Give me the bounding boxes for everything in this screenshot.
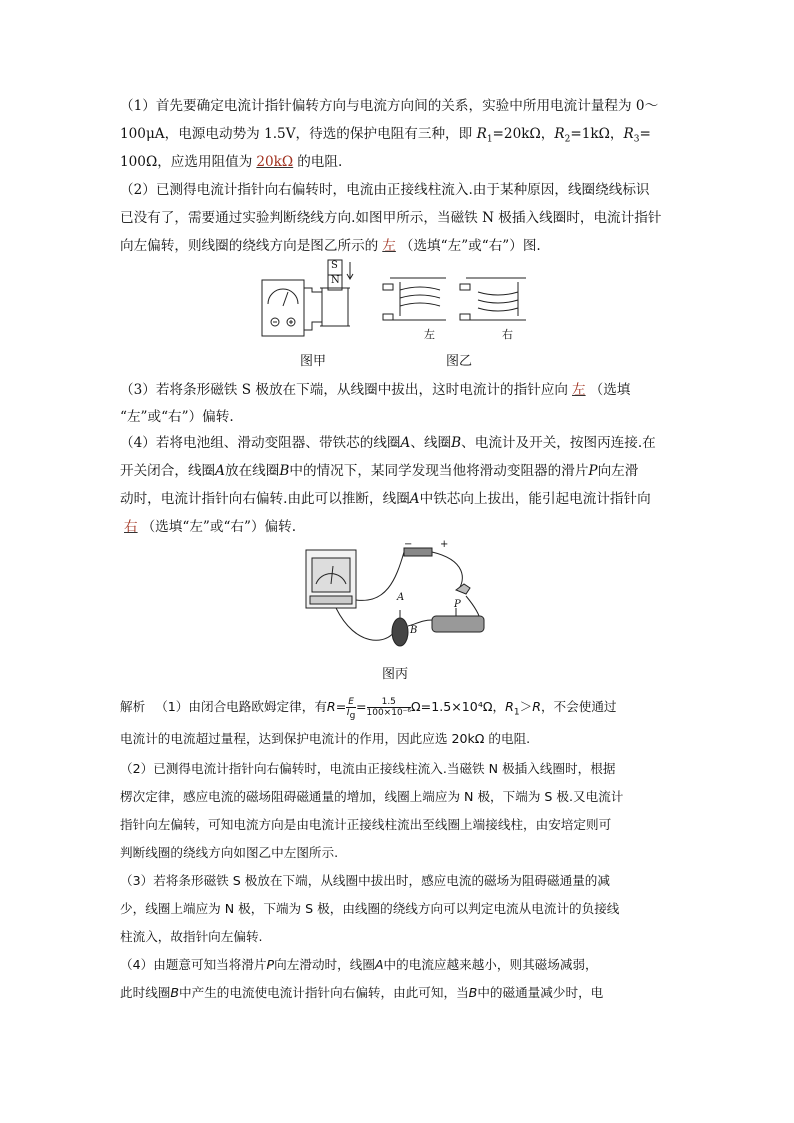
sol-line3: （2）已测得电流计指针向右偏转时，电流由正接线柱流入.当磁铁 N 极插入线圈时，根据 <box>120 761 616 776</box>
sol-line5: 指针向左偏转，可知电流方向是由电流计正接线柱流出至线圈上端接线柱，由安培定则可 <box>120 817 612 832</box>
q4-line1: （4）若将电池组、滑动变阻器、带铁芯的线圈A、线圈B、电流计及开关，按图丙连接.在 <box>120 435 656 451</box>
caption-bing: 图丙 <box>382 667 409 682</box>
battery-plus: + <box>440 539 449 550</box>
q3-line2: “左”或“右”）偏转. <box>120 409 234 425</box>
sol-line8: 少，线圈上端应为 N 极，下端为 S 极，由线圈的绕线方向可以判定电流从电流计的负接线 <box>120 901 620 916</box>
sol-line6: 判断线圈的绕线方向如图乙中左图所示. <box>120 845 339 860</box>
sol-line11: 此时线圈B中产生的电流使电流计指针向右偏转，由此可知，当B中的磁通量减少时，电 <box>120 985 604 1000</box>
q3-line1: （3）若将条形磁铁 S 极放在下端，从线圈中拔出，这时电流计的指针应向 左 （选填 <box>120 382 631 398</box>
rheostat <box>432 616 484 632</box>
galvanometer-needle <box>283 292 288 306</box>
switch <box>456 584 470 594</box>
q2-line1: （2）已测得电流计指针向右偏转时，电流由正接线柱流入.由于某种原因，线圈绕线标识 <box>120 182 650 198</box>
sol-line9: 柱流入，故指针向左偏转. <box>120 929 263 944</box>
q4-line2: 开关闭合，线圈A放在线圈B中的情况下，某同学发现当他将滑动变阻器的滑片P向左滑 <box>120 463 639 479</box>
sol-line10: （4）由题意可知当将滑片P向左滑动时，线圈A中的电流应越来越小，则其磁场减弱， <box>120 957 598 972</box>
label-p: P <box>454 599 461 610</box>
caption-jia: 图甲 <box>300 354 327 369</box>
q1-line1: （1）首先要确定电流计指针偏转方向与电流方向间的关系，实验中所用电流计量程为 0～ <box>120 98 659 114</box>
figure-bing <box>296 540 496 658</box>
magnet-s-label: S <box>331 260 338 271</box>
q4-line3: 动时，电流计指针向右偏转.由此可以推断，线圈A中铁芯向上拔出，能引起电流计指针向 <box>120 491 651 507</box>
magnet-n-label: N <box>331 275 340 286</box>
label-a: A <box>397 592 405 603</box>
q2-line3: 向左偏转，则线圈的绕线方向是图乙所示的 左 （选填“左”或“右”）图. <box>120 238 541 254</box>
coil-b <box>392 618 408 646</box>
q4-line4: 右 （选填“左”或“右”）偏转. <box>120 513 676 541</box>
sol-line7: （3）若将条形磁铁 S 极放在下端，从线圈中拔出时，感应电流的磁场为阻碍磁通量的减 <box>120 873 610 888</box>
fig-yi-left-label: 左 <box>424 328 435 341</box>
galvanometer-box <box>262 280 304 336</box>
fig-yi-right-label: 右 <box>502 328 513 341</box>
q1-line3: 100Ω，应选用阻值为 20kΩ 的电阻. <box>120 154 343 170</box>
q3-answer: 左 <box>572 382 586 398</box>
q1-answer: 20kΩ <box>256 154 294 170</box>
label-b: B <box>410 625 418 636</box>
caption-yi: 图乙 <box>446 354 473 369</box>
galvanometer-scale <box>268 289 298 304</box>
q1-line2: 100μA，电源电动势为 1.5V，待选的保护电阻有三种，即 $R_1=20k\Omega$，$R_2=1k\Omega$，$R_3=$ <box>120 126 651 145</box>
q4-answer: 右 <box>124 519 138 535</box>
sol-line2: 电流计的电流超过量程，达到保护电流计的作用，因此应选 20kΩ 的电阻. <box>120 731 531 746</box>
battery-minus: − <box>404 539 413 550</box>
sol-line1: 解析 （1）由闭合电路欧姆定律，有R= $\frac{E}{I_g}$ = $\frac{1.5}{\text{100×10⁻⁶}}$ Ω=1.5×10⁴Ω，$R_1>R$，不会使通过 <box>120 697 617 721</box>
q2-answer: 左 <box>382 238 396 254</box>
sol-line4: 楞次定律，感应电流的磁场阻碍磁通量的增加，线圈上端应为 N 极，下端为 S 极.又电流计 <box>120 789 624 804</box>
q2-line2: 已没有了，需要通过实验判断绕线方向.如图甲所示，当磁铁 N 极插入线圈时，电流计指针 <box>120 210 662 226</box>
